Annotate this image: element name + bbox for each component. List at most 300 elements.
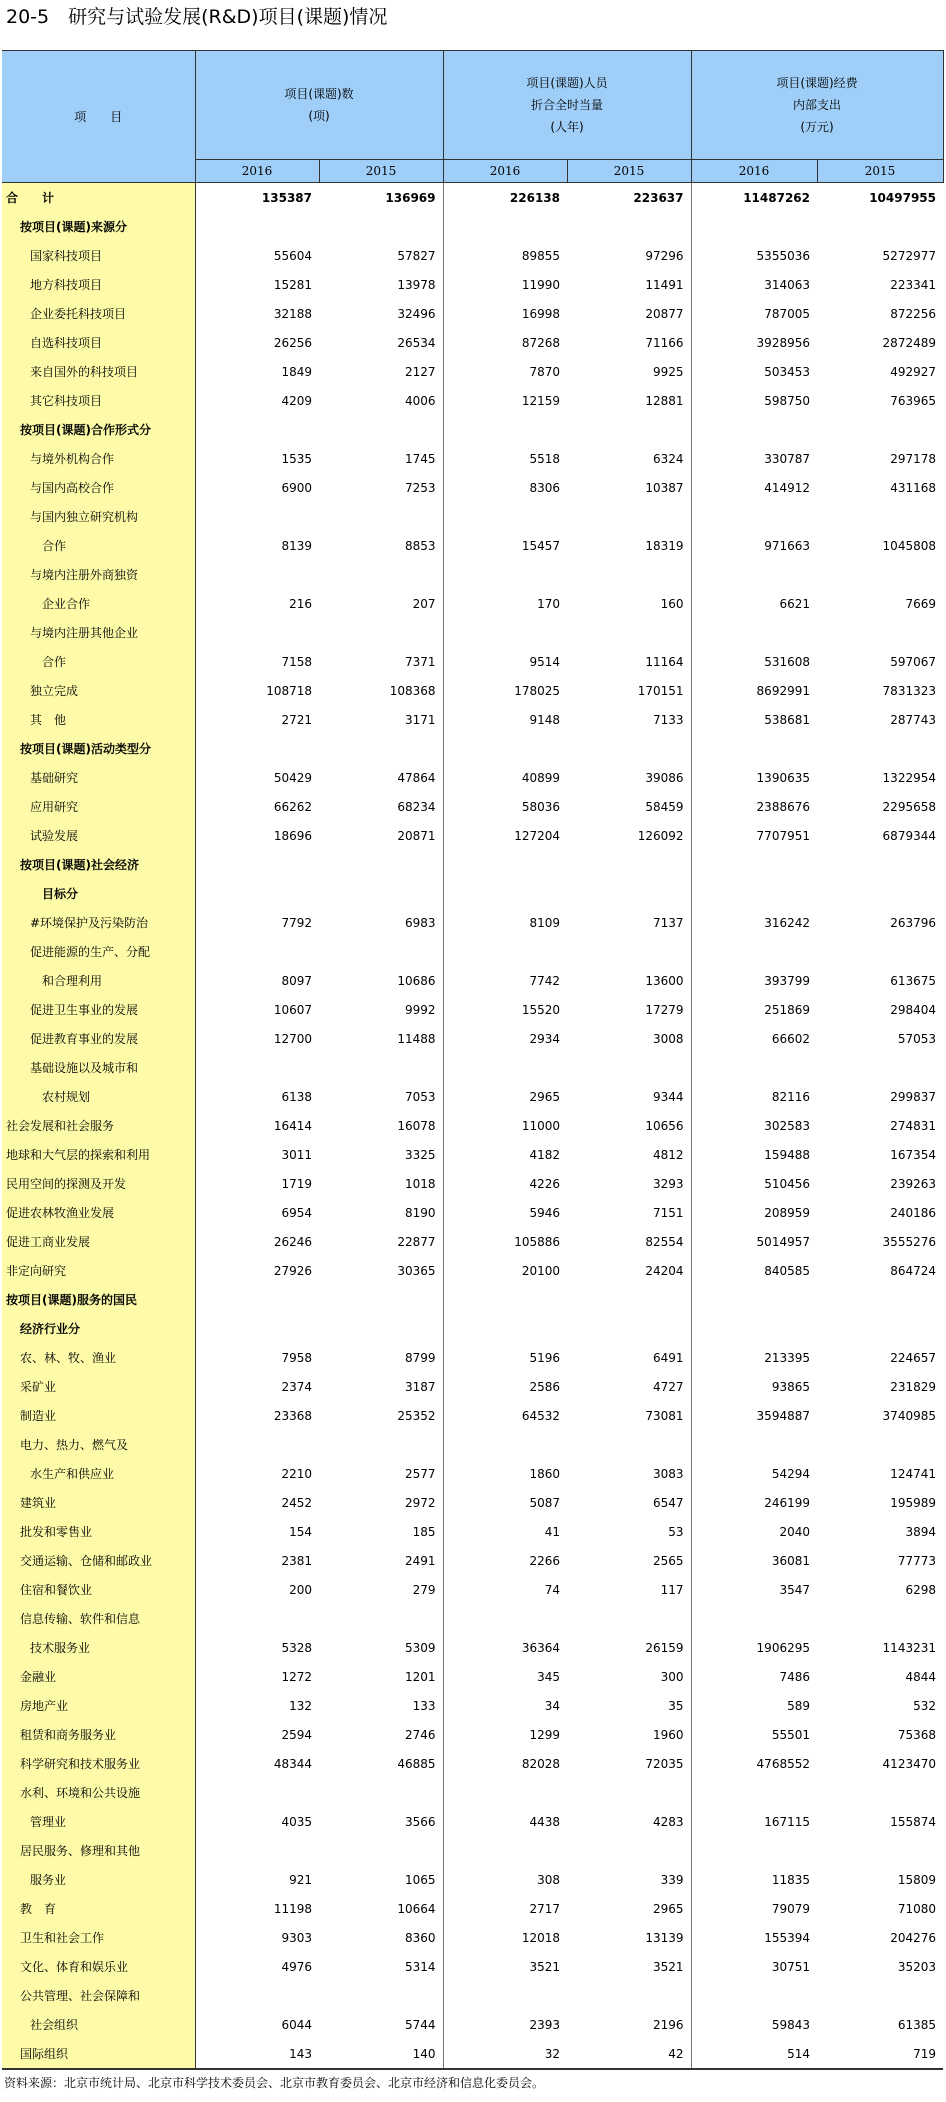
value-cell: 532: [913, 1698, 936, 1713]
value-cell: 3566: [319, 1807, 443, 1836]
value-cell: 185: [319, 1517, 443, 1546]
value-cell: [319, 1981, 443, 2010]
value-cell: [195, 212, 319, 241]
value-cell: 7707951: [756, 828, 810, 843]
value-cell: [319, 1053, 443, 1082]
value-cell: 5744: [319, 2010, 443, 2039]
value-cell: [817, 1981, 943, 2010]
row-label: 试验发展: [2, 821, 195, 850]
value-cell: [319, 1314, 443, 1343]
value-cell: 2196: [567, 2010, 691, 2039]
header-unit: (万元): [800, 119, 834, 134]
table-row: [2, 1691, 943, 1720]
value-cell: 207: [319, 589, 443, 618]
value-cell: 15457: [521, 538, 560, 553]
table-row: [2, 1401, 943, 1430]
value-cell: [817, 560, 943, 589]
row-label: 批发和零售业: [2, 1517, 195, 1546]
value-cell: [319, 1430, 443, 1459]
value-cell: 6983: [319, 908, 443, 937]
value-cell: 58036: [521, 799, 560, 814]
value-cell: 135387: [261, 190, 312, 205]
table-row: [2, 1807, 943, 1836]
row-label: 按项目(课题)活动类型分: [2, 734, 195, 763]
value-cell: 36081: [771, 1553, 810, 1568]
value-cell: 5014957: [756, 1234, 810, 1249]
value-cell: 26246: [273, 1234, 312, 1249]
value-cell: 4812: [567, 1140, 691, 1169]
row-label: 与国内独立研究机构: [2, 502, 195, 531]
table-row: [2, 676, 943, 705]
table-row: [2, 705, 943, 734]
value-cell: 77773: [897, 1553, 936, 1568]
value-cell: [195, 560, 319, 589]
value-cell: 97296: [567, 241, 691, 270]
value-cell: [817, 1285, 943, 1314]
value-cell: 4438: [529, 1814, 560, 1829]
value-cell: [319, 879, 443, 908]
value-cell: 6491: [567, 1343, 691, 1372]
rd-projects-table: [2, 50, 944, 2070]
value-cell: 6621: [779, 596, 810, 611]
table-row: [2, 212, 943, 241]
value-cell: [195, 879, 319, 908]
value-cell: 57827: [319, 241, 443, 270]
value-cell: [319, 1604, 443, 1633]
row-label: 地球和大气层的探索和利用: [2, 1140, 195, 1169]
value-cell: 73081: [567, 1401, 691, 1430]
value-cell: 140: [319, 2039, 443, 2069]
value-cell: [691, 1778, 817, 1807]
value-cell: [817, 415, 943, 444]
value-cell: 8109: [529, 915, 560, 930]
value-cell: 8799: [319, 1343, 443, 1372]
value-cell: 2393: [529, 2017, 560, 2032]
value-cell: 32188: [273, 306, 312, 321]
value-cell: [567, 502, 691, 531]
value-cell: 787005: [764, 306, 810, 321]
value-cell: 7792: [281, 915, 312, 930]
value-cell: [319, 1836, 443, 1865]
item-column-header: 项 目: [2, 51, 195, 183]
value-cell: 3293: [567, 1169, 691, 1198]
table-row: [2, 1343, 943, 1372]
value-cell: [443, 937, 567, 966]
table-row: [2, 473, 943, 502]
value-cell: 89855: [521, 248, 560, 263]
value-cell: 4768552: [756, 1756, 810, 1771]
row-label: #环境保护及污染防治: [2, 908, 195, 937]
value-cell: 9514: [529, 654, 560, 669]
value-cell: 5328: [281, 1640, 312, 1655]
value-cell: 7151: [567, 1198, 691, 1227]
value-cell: [443, 618, 567, 647]
header-line: 项目(课题)经费: [776, 75, 858, 90]
value-cell: [443, 1430, 567, 1459]
row-label: 建筑业: [2, 1488, 195, 1517]
value-cell: [567, 879, 691, 908]
value-cell: 66262: [273, 799, 312, 814]
value-cell: [319, 734, 443, 763]
row-label: 交通运输、仓储和邮政业: [2, 1546, 195, 1575]
expenditure-header: [691, 51, 943, 160]
value-cell: 42: [567, 2039, 691, 2069]
table-row: [2, 1749, 943, 1778]
value-cell: [567, 1981, 691, 2010]
row-label: 地方科技项目: [2, 270, 195, 299]
year-header: 2015: [567, 159, 691, 182]
value-cell: [817, 1836, 943, 1865]
value-cell: 414912: [764, 480, 810, 495]
value-cell: [443, 1778, 567, 1807]
row-label: 其 他: [2, 705, 195, 734]
row-label: 自选科技项目: [2, 328, 195, 357]
value-cell: [567, 734, 691, 763]
value-cell: 4226: [529, 1176, 560, 1191]
header-line: 折合全时当量: [530, 97, 603, 112]
value-cell: 108718: [266, 683, 312, 698]
value-cell: 143: [195, 2039, 319, 2069]
row-label: 基础设施以及城市和: [2, 1053, 195, 1082]
value-cell: 200: [289, 1582, 312, 1597]
row-label: 居民服务、修理和其他: [2, 1836, 195, 1865]
value-cell: 2586: [529, 1379, 560, 1394]
value-cell: 6547: [567, 1488, 691, 1517]
value-cell: 34: [544, 1698, 560, 1713]
value-cell: 61385: [897, 2017, 936, 2032]
value-cell: 2577: [319, 1459, 443, 1488]
value-cell: 7053: [319, 1082, 443, 1111]
year-header: 2015: [319, 159, 443, 182]
table-row: [2, 1053, 943, 1082]
value-cell: 5272977: [882, 248, 936, 263]
row-label: 来自国外的科技项目: [2, 357, 195, 386]
value-cell: 15520: [521, 1002, 560, 1017]
value-cell: 3740985: [882, 1408, 936, 1423]
value-cell: 7669: [905, 596, 936, 611]
value-cell: 314063: [764, 277, 810, 292]
table-row: [2, 792, 943, 821]
value-cell: [443, 502, 567, 531]
value-cell: [691, 1285, 817, 1314]
row-label: 房地产业: [2, 1691, 195, 1720]
value-cell: 15809: [897, 1872, 936, 1887]
row-label: 水利、环境和公共设施: [2, 1778, 195, 1807]
value-cell: 195989: [890, 1495, 936, 1510]
value-cell: 5087: [529, 1495, 560, 1510]
source-note: 资料来源：北京市统计局、北京市科学技术委员会、北京市教育委员会、北京市经济和信息化委员会。: [4, 2076, 545, 2090]
value-cell: 251869: [764, 1002, 810, 1017]
value-cell: 41: [544, 1524, 560, 1539]
value-cell: 55604: [273, 248, 312, 263]
value-cell: 299837: [890, 1089, 936, 1104]
value-cell: [817, 1778, 943, 1807]
table-row: [2, 1546, 943, 1575]
value-cell: 6954: [281, 1205, 312, 1220]
row-label: 经济行业分: [2, 1314, 195, 1343]
table-row: [2, 1430, 943, 1459]
value-cell: 1719: [281, 1176, 312, 1191]
value-cell: [691, 879, 817, 908]
row-label: 住宿和餐饮业: [2, 1575, 195, 1604]
value-cell: 9992: [319, 995, 443, 1024]
value-cell: [691, 212, 817, 241]
row-label: 和合理利用: [2, 966, 195, 995]
value-cell: 178025: [514, 683, 560, 698]
value-cell: 5314: [319, 1952, 443, 1981]
value-cell: [195, 1285, 319, 1314]
value-cell: 239263: [890, 1176, 936, 1191]
value-cell: 17279: [567, 995, 691, 1024]
value-cell: 4006: [319, 386, 443, 415]
table-row: [2, 241, 943, 270]
value-cell: 10656: [567, 1111, 691, 1140]
table-body: [2, 183, 943, 2070]
value-cell: [567, 1778, 691, 1807]
value-cell: 8190: [319, 1198, 443, 1227]
header-unit: (人年): [550, 119, 584, 134]
row-label: 与境内注册外商独资: [2, 560, 195, 589]
row-label: 国家科技项目: [2, 241, 195, 270]
value-cell: 510456: [764, 1176, 810, 1191]
value-cell: 6900: [281, 480, 312, 495]
value-cell: 47864: [319, 763, 443, 792]
table-row: [2, 1198, 943, 1227]
value-cell: 3555276: [882, 1234, 936, 1249]
value-cell: 7253: [319, 473, 443, 502]
value-cell: 240186: [890, 1205, 936, 1220]
value-cell: 1018: [319, 1169, 443, 1198]
value-cell: 10387: [567, 473, 691, 502]
value-cell: 840585: [764, 1263, 810, 1278]
value-cell: 26256: [273, 335, 312, 350]
value-cell: 79079: [771, 1901, 810, 1916]
table-row: [2, 908, 943, 937]
value-cell: 864724: [890, 1263, 936, 1278]
value-cell: 11487262: [743, 190, 810, 205]
value-cell: [817, 1604, 943, 1633]
value-cell: 763965: [890, 393, 936, 408]
value-cell: [817, 850, 943, 879]
table-row: [2, 183, 943, 213]
row-label: 目标分: [2, 879, 195, 908]
value-cell: 1535: [281, 451, 312, 466]
value-cell: [567, 1314, 691, 1343]
year-header: 2016: [691, 159, 817, 182]
value-cell: 2721: [281, 712, 312, 727]
value-cell: 598750: [764, 393, 810, 408]
value-cell: 12159: [521, 393, 560, 408]
value-cell: [319, 850, 443, 879]
value-cell: 18319: [567, 531, 691, 560]
value-cell: [443, 850, 567, 879]
value-cell: 298404: [890, 1002, 936, 1017]
header-line: 项目(课题)人员: [526, 75, 608, 90]
value-cell: 46885: [319, 1749, 443, 1778]
value-cell: 431168: [890, 480, 936, 495]
value-cell: 4035: [281, 1814, 312, 1829]
value-cell: [817, 618, 943, 647]
value-cell: [567, 560, 691, 589]
row-label: 文化、体育和娱乐业: [2, 1952, 195, 1981]
value-cell: [443, 415, 567, 444]
value-cell: 3894: [905, 1524, 936, 1539]
value-cell: 216: [289, 596, 312, 611]
table-row: [2, 821, 943, 850]
value-cell: [319, 502, 443, 531]
table-row: [2, 1256, 943, 1285]
value-cell: 26159: [567, 1633, 691, 1662]
value-cell: 20871: [319, 821, 443, 850]
value-cell: 7133: [567, 705, 691, 734]
row-label: 应用研究: [2, 792, 195, 821]
value-cell: 5355036: [756, 248, 810, 263]
value-cell: 10497955: [869, 190, 936, 205]
table-row: [2, 1575, 943, 1604]
value-cell: 53: [567, 1517, 691, 1546]
year-header: 2016: [443, 159, 567, 182]
value-cell: [691, 1314, 817, 1343]
value-cell: 9344: [567, 1082, 691, 1111]
value-cell: 1272: [281, 1669, 312, 1684]
value-cell: 2491: [319, 1546, 443, 1575]
row-label: 农村规划: [2, 1082, 195, 1111]
value-cell: [567, 850, 691, 879]
value-cell: 2210: [281, 1466, 312, 1481]
row-label: 与境内注册其他企业: [2, 618, 195, 647]
table-row: [2, 1169, 943, 1198]
value-cell: 39086: [567, 763, 691, 792]
value-cell: [691, 1981, 817, 2010]
value-cell: 297178: [890, 451, 936, 466]
value-cell: 13139: [567, 1923, 691, 1952]
table-row: [2, 2010, 943, 2039]
value-cell: [195, 1314, 319, 1343]
value-cell: 50429: [273, 770, 312, 785]
value-cell: 20877: [567, 299, 691, 328]
value-cell: 208959: [764, 1205, 810, 1220]
value-cell: 10664: [319, 1894, 443, 1923]
table-row: [2, 1488, 943, 1517]
value-cell: 4976: [281, 1959, 312, 1974]
value-cell: [817, 502, 943, 531]
value-cell: 25352: [319, 1401, 443, 1430]
value-cell: 4209: [281, 393, 312, 408]
table-row: [2, 1459, 943, 1488]
value-cell: [567, 937, 691, 966]
value-cell: 223637: [567, 183, 691, 213]
table-row: [2, 560, 943, 589]
project-count-header: [195, 51, 443, 160]
value-cell: 170: [537, 596, 560, 611]
value-cell: 7870: [529, 364, 560, 379]
value-cell: 3008: [567, 1024, 691, 1053]
value-cell: [319, 415, 443, 444]
row-label: 农、林、牧、渔业: [2, 1343, 195, 1372]
row-label: 企业合作: [2, 589, 195, 618]
value-cell: 1143231: [882, 1640, 936, 1655]
value-cell: [567, 618, 691, 647]
header-unit: (项): [308, 108, 330, 123]
table-row: [2, 879, 943, 908]
value-cell: 204276: [890, 1930, 936, 1945]
value-cell: 2972: [319, 1488, 443, 1517]
value-cell: 13600: [567, 966, 691, 995]
table-row: [2, 1111, 943, 1140]
value-cell: [443, 1836, 567, 1865]
value-cell: 589: [787, 1698, 810, 1713]
row-label: 技术服务业: [2, 1633, 195, 1662]
value-cell: 5946: [529, 1205, 560, 1220]
value-cell: 82116: [771, 1089, 810, 1104]
value-cell: 9148: [529, 712, 560, 727]
row-label: 制造业: [2, 1401, 195, 1430]
value-cell: 2040: [779, 1524, 810, 1539]
table-row: [2, 763, 943, 792]
year-header: 2015: [817, 159, 943, 182]
value-cell: 2565: [567, 1546, 691, 1575]
value-cell: 4844: [905, 1669, 936, 1684]
value-cell: 5196: [529, 1350, 560, 1365]
value-cell: 330787: [764, 451, 810, 466]
value-cell: 11000: [521, 1118, 560, 1133]
value-cell: [691, 1053, 817, 1082]
value-cell: 18696: [273, 828, 312, 843]
value-cell: 5518: [529, 451, 560, 466]
value-cell: [195, 1053, 319, 1082]
value-cell: 13978: [319, 270, 443, 299]
value-cell: 5309: [319, 1633, 443, 1662]
header-line: 内部支出: [792, 97, 841, 112]
value-cell: 1065: [319, 1865, 443, 1894]
value-cell: 23368: [273, 1408, 312, 1423]
value-cell: 11835: [771, 1872, 810, 1887]
value-cell: 3187: [319, 1372, 443, 1401]
value-cell: 24204: [567, 1256, 691, 1285]
table-row: [2, 850, 943, 879]
value-cell: [195, 618, 319, 647]
value-cell: [319, 937, 443, 966]
row-label: 非定向研究: [2, 1256, 195, 1285]
table-row: [2, 1720, 943, 1749]
value-cell: 35203: [897, 1959, 936, 1974]
value-cell: 10607: [273, 1002, 312, 1017]
value-cell: 26534: [319, 328, 443, 357]
value-cell: 4182: [529, 1147, 560, 1162]
row-label: 服务业: [2, 1865, 195, 1894]
value-cell: 8692991: [756, 683, 810, 698]
value-cell: 154: [289, 1524, 312, 1539]
value-cell: 40899: [521, 770, 560, 785]
value-cell: 308: [537, 1872, 560, 1887]
row-label: 国际组织: [2, 2039, 195, 2069]
value-cell: [567, 1053, 691, 1082]
value-cell: 16998: [521, 306, 560, 321]
value-cell: 274831: [890, 1118, 936, 1133]
table-row: [2, 1633, 943, 1662]
row-label: 采矿业: [2, 1372, 195, 1401]
value-cell: 11198: [273, 1901, 312, 1916]
value-cell: 3083: [567, 1459, 691, 1488]
value-cell: 1322954: [882, 770, 936, 785]
value-cell: 124741: [890, 1466, 936, 1481]
value-cell: [443, 1981, 567, 2010]
value-cell: 6044: [281, 2017, 312, 2032]
table-row: [2, 386, 943, 415]
row-label: 公共管理、社会保障和: [2, 1981, 195, 2010]
value-cell: 514: [691, 2039, 817, 2069]
value-cell: 15281: [273, 277, 312, 292]
